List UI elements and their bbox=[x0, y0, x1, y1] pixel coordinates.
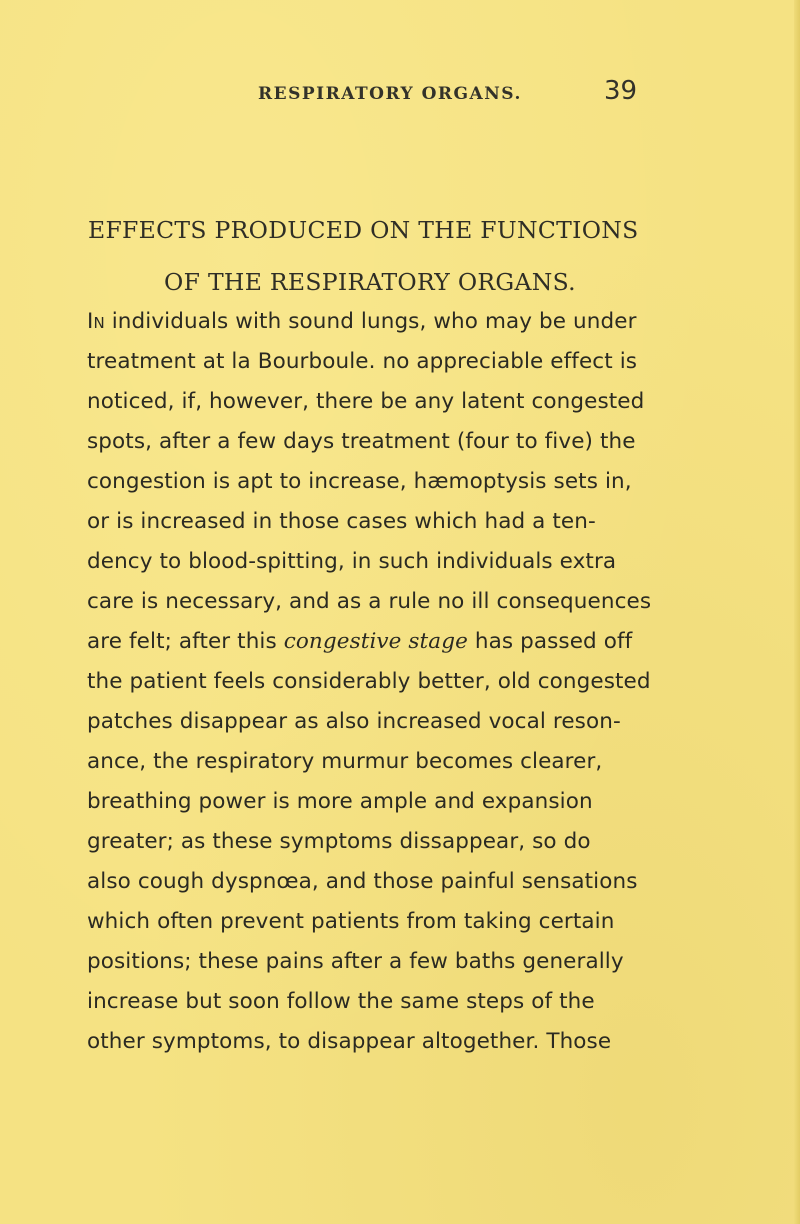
paragraph-line: positions; these pains after a few baths generally bbox=[87, 949, 624, 974]
paragraph-line: the patient feels considerably better, old congested bbox=[87, 669, 651, 694]
paragraph-line: increase but soon follow the same steps of the bbox=[87, 989, 595, 1014]
running-head bbox=[0, 76, 800, 110]
page-edge-shadow bbox=[794, 0, 800, 1224]
paragraph-line: ance, the respiratory murmur becomes clearer, bbox=[87, 749, 603, 774]
paragraph-line: congestion is apt to increase, hæmoptysis sets in, bbox=[87, 469, 632, 494]
paragraph-line: treatment at la Bourboule. no appreciable effect is bbox=[87, 349, 638, 374]
paragraph-line: breathing power is more ample and expansion bbox=[87, 789, 593, 814]
heading-line-2: OF THE RESPIRATORY ORGANS. bbox=[164, 268, 576, 296]
line-text: has passed off bbox=[467, 629, 633, 654]
paragraph-line: greater; as these symptoms dissappear, so do bbox=[87, 829, 591, 854]
page-number: 39 bbox=[604, 76, 638, 106]
paragraph-line: spots, after a few days treatment (four to five) the bbox=[87, 429, 636, 454]
running-title: RESPIRATORY ORGANS. bbox=[258, 84, 522, 104]
paragraph-line: which often prevent patients from taking certain bbox=[87, 909, 615, 934]
paragraph-line: dency to blood-spitting, in such individuals extra bbox=[87, 549, 617, 574]
paragraph-line: noticed, if, however, there be any latent congested bbox=[87, 389, 645, 414]
paragraph-line bbox=[87, 629, 632, 669]
paragraph-line: or is increased in those cases which had a ten- bbox=[87, 509, 596, 534]
italic-phrase: congestive stage bbox=[283, 629, 468, 654]
paragraph-line: patches disappear as also increased vocal reson- bbox=[87, 709, 621, 734]
paragraph-line: also cough dyspnœa, and those painful sensations bbox=[87, 869, 638, 894]
paragraph-line bbox=[87, 309, 637, 349]
drop-word: In bbox=[87, 309, 105, 334]
paragraph-line: care is necessary, and as a rule no ill consequences bbox=[87, 589, 652, 614]
line-text: are felt; after this bbox=[87, 629, 284, 654]
heading-line-1: EFFECTS PRODUCED ON THE FUNCTIONS bbox=[88, 216, 639, 244]
line-text: individuals with sound lungs, who may be under bbox=[104, 309, 637, 334]
paragraph-line: other symptoms, to disappear altogether. Those bbox=[87, 1029, 612, 1054]
